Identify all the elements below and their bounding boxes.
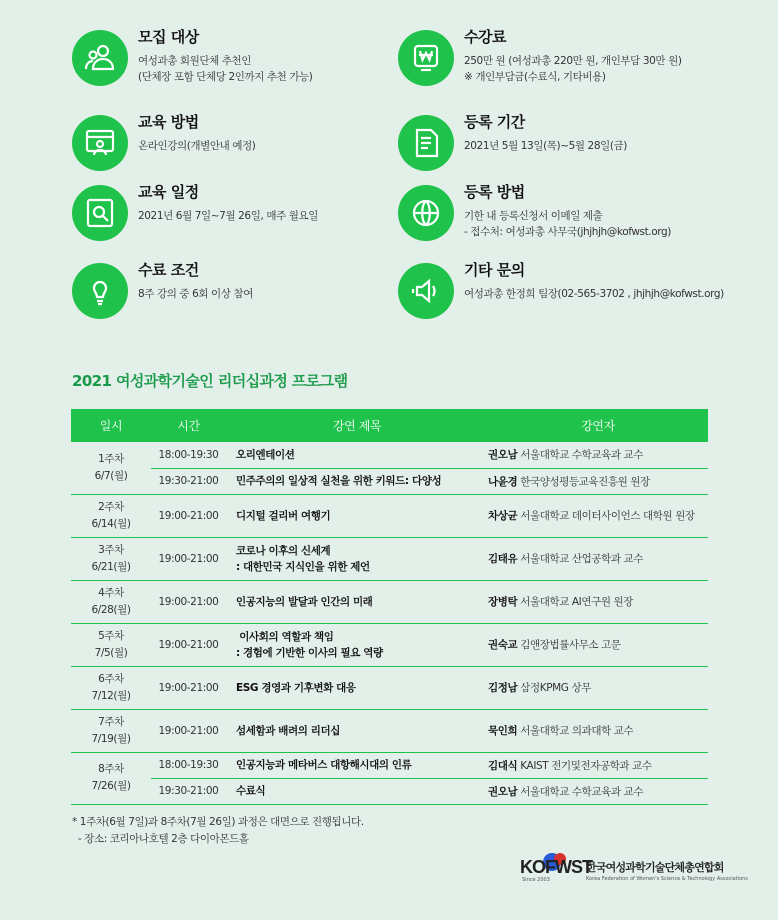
session-subject bbox=[226, 666, 488, 709]
logo-since: Since 2003 bbox=[522, 877, 550, 883]
speaker-affiliation: 서울대학교 수학교육과 교수 bbox=[520, 449, 644, 462]
session-subject bbox=[226, 468, 488, 494]
info-line: 여성과총 회원단체 추천인 bbox=[138, 55, 252, 67]
week-label: 7주차 bbox=[98, 715, 124, 728]
footnote-line: - 장소: 코리아나호텔 2층 다이아몬드홀 bbox=[72, 833, 249, 845]
week-date: 7/26(월) bbox=[91, 780, 131, 792]
speaker-affiliation: 서울대학교 데이터사이언스 대학원 원장 bbox=[520, 510, 695, 522]
week-cell bbox=[71, 623, 151, 666]
info-title: 교육 방법 bbox=[138, 113, 199, 131]
speaker-name: 김대식 bbox=[488, 759, 518, 772]
info-title: 등록 기간 bbox=[464, 113, 525, 131]
calendar-search-icon bbox=[72, 185, 128, 241]
session-time: 19:00-21:00 bbox=[151, 623, 226, 666]
lightbulb-icon bbox=[72, 263, 128, 319]
document-icon bbox=[398, 115, 454, 171]
speaker-affiliation: 김앤장법률사무소 고문 bbox=[520, 639, 621, 651]
session-speaker bbox=[488, 709, 708, 752]
session-subject bbox=[226, 778, 488, 804]
session-subject bbox=[226, 442, 488, 468]
info-line: ※ 개인부담금(수료식, 기타비용) bbox=[464, 71, 606, 83]
session-time: 18:00-19:30 bbox=[151, 442, 226, 468]
info-title: 수강료 bbox=[464, 28, 506, 46]
speaker-affiliation: 한국양성평등교육진흥원 원장 bbox=[520, 475, 650, 488]
info-title: 모집 대상 bbox=[138, 28, 199, 46]
speaker-affiliation: 서울대학교 AI연구원 원장 bbox=[520, 596, 634, 608]
subject-line: ESG 경영과 기후변화 대응 bbox=[236, 681, 356, 694]
session-speaker bbox=[488, 537, 708, 580]
info-line: 2021년 5월 13일(목)~5월 28일(금) bbox=[464, 140, 628, 152]
session-time: 19:00-21:00 bbox=[151, 580, 226, 623]
info-line: 온라인강의(개별안내 예정) bbox=[138, 140, 256, 152]
session-speaker bbox=[488, 580, 708, 623]
speaker-affiliation: 서울대학교 산업공학과 교수 bbox=[520, 553, 644, 565]
table-row bbox=[71, 468, 708, 494]
subject-line: 이사회의 역할과 책임 bbox=[236, 630, 334, 643]
header-time: 시간 bbox=[151, 409, 226, 442]
info-line: (단체장 포함 단체당 2인까지 추천 가능) bbox=[138, 71, 313, 83]
speaker-affiliation: 서울대학교 수학교육과 교수 bbox=[520, 785, 644, 798]
speaker-name: 나윤경 bbox=[488, 475, 518, 488]
week-label: 4주차 bbox=[98, 586, 124, 599]
subject-line: : 경험에 기반한 이사의 필요 역량 bbox=[236, 646, 383, 659]
info-line: 250만 원 (여성과총 220만 원, 개인부담 30만 원) bbox=[464, 55, 682, 67]
session-subject bbox=[226, 709, 488, 752]
info-line: 여성과총 한정희 팀장(02-565-3702 , jhjhjh@kofwst.org) bbox=[464, 288, 724, 300]
speaker-name: 권오남 bbox=[488, 449, 518, 462]
footnote-line: * 1주차(6월 7일)과 8주차(7월 26일) 과정은 대면으로 진행됩니다. bbox=[72, 816, 364, 828]
table-row bbox=[71, 666, 708, 709]
subject-line: : 대한민국 지식인을 위한 제언 bbox=[236, 560, 370, 573]
speaker-name: 김태유 bbox=[488, 553, 518, 565]
session-time: 18:00-19:30 bbox=[151, 752, 226, 778]
session-subject bbox=[226, 537, 488, 580]
subject-line: 코로나 이후의 신세계 bbox=[236, 544, 331, 557]
speaker-affiliation: 서울대학교 의과대학 교수 bbox=[520, 725, 634, 737]
speaker-name: 권숙교 bbox=[488, 639, 518, 651]
subject-line: 인공지능과 메타버스 대항해시대의 인류 bbox=[236, 759, 412, 771]
speaker-name: 권오남 bbox=[488, 785, 518, 798]
week-date: 6/21(월) bbox=[91, 560, 131, 573]
session-subject bbox=[226, 580, 488, 623]
program-table bbox=[71, 409, 708, 805]
session-time: 19:30-21:00 bbox=[151, 778, 226, 804]
session-time: 19:30-21:00 bbox=[151, 468, 226, 494]
table-row bbox=[71, 778, 708, 804]
session-subject bbox=[226, 752, 488, 778]
week-date: 6/14(월) bbox=[91, 517, 131, 530]
session-speaker bbox=[488, 442, 708, 468]
session-speaker bbox=[488, 752, 708, 778]
subject-line: 인공지능의 발달과 인간의 미래 bbox=[236, 595, 373, 608]
week-date: 7/19(월) bbox=[91, 732, 131, 745]
table-row bbox=[71, 752, 708, 778]
info-title: 수료 조건 bbox=[138, 261, 199, 279]
program-title: 2021 여성과학기술인 리더십과정 프로그램 bbox=[72, 372, 348, 390]
logo-mark: KOFWST bbox=[520, 857, 592, 877]
subject-line: 수료식 bbox=[236, 785, 266, 797]
info-title: 등록 방법 bbox=[464, 183, 525, 201]
people-icon bbox=[72, 30, 128, 86]
session-speaker bbox=[488, 778, 708, 804]
table-row bbox=[71, 623, 708, 666]
program-body bbox=[71, 442, 708, 804]
speaker-icon bbox=[398, 263, 454, 319]
week-cell bbox=[71, 709, 151, 752]
speaker-name: 차상균 bbox=[488, 510, 518, 522]
session-time: 19:00-21:00 bbox=[151, 709, 226, 752]
week-cell bbox=[71, 752, 151, 804]
info-line: 기한 내 등록신청서 이메일 제출 bbox=[464, 210, 603, 222]
table-row bbox=[71, 537, 708, 580]
week-label: 8주차 bbox=[98, 763, 124, 775]
session-time: 19:00-21:00 bbox=[151, 537, 226, 580]
week-cell bbox=[71, 666, 151, 709]
speaker-affiliation: KAIST 전기및전자공학과 교수 bbox=[520, 759, 652, 772]
week-label: 5주차 bbox=[98, 629, 124, 642]
logo-name-en: Korea Federation of Women's Science & Technology Associations bbox=[586, 876, 748, 882]
week-label: 6주차 bbox=[98, 672, 124, 685]
info-line: - 접수처: 여성과총 사무국(jhjhjh@kofwst.org) bbox=[464, 226, 671, 238]
session-speaker bbox=[488, 623, 708, 666]
week-label: 2주차 bbox=[98, 500, 124, 513]
subject-line: 섬세함과 배려의 리더십 bbox=[236, 724, 340, 737]
info-line: 2021년 6월 7일~7월 26일, 매주 월요일 bbox=[138, 210, 318, 222]
session-speaker bbox=[488, 468, 708, 494]
week-cell bbox=[71, 494, 151, 537]
speaker-name: 장병탁 bbox=[488, 596, 518, 608]
speaker-name: 묵인희 bbox=[488, 725, 518, 737]
table-header-row bbox=[71, 409, 708, 442]
header-speaker: 강연자 bbox=[488, 409, 708, 442]
logo-name-ko: 한국여성과학기술단체총연합회 bbox=[586, 861, 724, 874]
week-cell bbox=[71, 442, 151, 494]
subject-line: 민주주의의 일상적 실천을 위한 키워드: 다양성 bbox=[236, 475, 442, 487]
won-coin-icon bbox=[398, 30, 454, 86]
table-row bbox=[71, 580, 708, 623]
info-line: 8주 강의 중 6회 이상 참여 bbox=[138, 288, 253, 300]
week-date: 6/28(월) bbox=[91, 603, 131, 616]
session-speaker bbox=[488, 494, 708, 537]
session-time: 19:00-21:00 bbox=[151, 666, 226, 709]
week-label: 1주차 bbox=[98, 452, 124, 465]
header-date: 일시 bbox=[71, 409, 151, 442]
speaker-affiliation: 삼정KPMG 상무 bbox=[520, 682, 591, 694]
session-subject bbox=[226, 494, 488, 537]
speaker-name: 김정남 bbox=[488, 682, 518, 694]
week-cell bbox=[71, 537, 151, 580]
session-time: 19:00-21:00 bbox=[151, 494, 226, 537]
table-row bbox=[71, 442, 708, 468]
subject-line: 오리엔테이션 bbox=[236, 448, 295, 461]
table-row bbox=[71, 709, 708, 752]
week-label: 3주차 bbox=[98, 543, 124, 556]
info-title: 교육 일정 bbox=[138, 183, 199, 201]
globe-icon bbox=[398, 185, 454, 241]
week-cell bbox=[71, 580, 151, 623]
session-speaker bbox=[488, 666, 708, 709]
session-subject bbox=[226, 623, 488, 666]
online-class-icon bbox=[72, 115, 128, 171]
header-subject: 강연 제목 bbox=[226, 409, 488, 442]
table-row bbox=[71, 494, 708, 537]
week-date: 7/12(월) bbox=[91, 689, 131, 702]
subject-line: 디지털 걸리버 여행기 bbox=[236, 509, 331, 522]
week-date: 7/5(월) bbox=[94, 646, 128, 659]
info-title: 기타 문의 bbox=[464, 261, 525, 279]
footnote bbox=[72, 814, 364, 848]
week-date: 6/7(월) bbox=[94, 469, 128, 482]
